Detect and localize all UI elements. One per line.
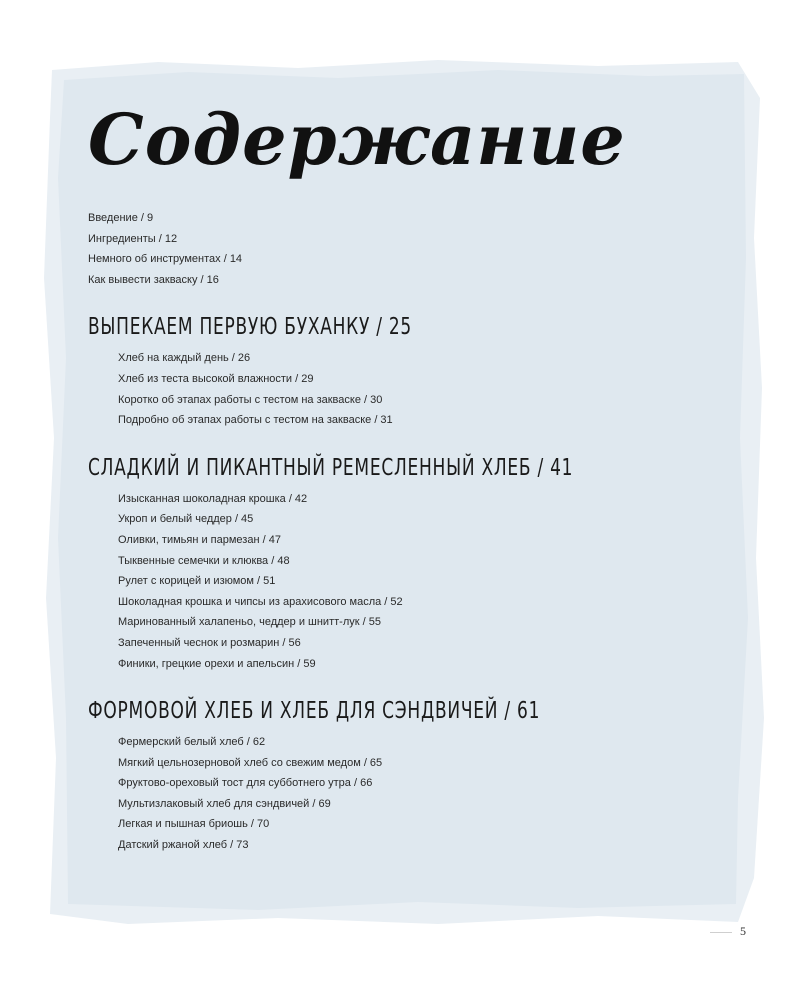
section-heading[interactable]: ВЫПЕКАЕМ ПЕРВУЮ БУХАНКУ / 25 (88, 314, 413, 341)
toc-entry[interactable]: Тыквенные семечки и клюква / 48 (118, 554, 290, 567)
toc-entry[interactable]: Введение / 9 (88, 212, 154, 224)
footer-rule (710, 932, 732, 933)
toc-entry[interactable]: Оливки, тимьян и пармезан / 47 (118, 533, 281, 546)
toc-entry[interactable]: Маринованный халапеньо, чеддер и шнитт-лук / 55 (118, 616, 381, 629)
table-of-contents (88, 100, 728, 856)
toc-section (88, 312, 728, 430)
toc-entry[interactable]: Как вывести закваску / 16 (88, 273, 219, 286)
toc-entry[interactable]: Коротко об этапах работы с тестом на закваске / 30 (118, 393, 383, 406)
toc-entry[interactable]: Мягкий цельнозерновой хлеб со свежим медом / 65 (118, 756, 383, 769)
page-title: Содержание (88, 98, 626, 181)
toc-entry[interactable]: Финики, грецкие орехи и апельсин / 59 (118, 657, 316, 670)
intro-list (88, 208, 728, 290)
toc-section (88, 453, 728, 674)
toc-entry[interactable]: Легкая и пышная бриошь / 70 (118, 818, 270, 831)
toc-entry[interactable]: Рулет с корицей и изюмом / 51 (118, 575, 276, 588)
toc-entry[interactable]: Запеченный чеснок и розмарин / 56 (118, 636, 301, 649)
toc-section (88, 696, 728, 856)
page-footer (710, 924, 746, 939)
toc-entry[interactable]: Изысканная шоколадная крошка / 42 (118, 492, 308, 505)
toc-entry[interactable]: Фруктово-ореховый тост для субботнего утра / 66 (118, 777, 373, 790)
toc-entry[interactable]: Мультизлаковый хлеб для сэндвичей / 69 (118, 797, 331, 810)
page-number: 5 (740, 924, 746, 938)
toc-entry[interactable]: Подробно об этапах работы с тестом на закваске / 31 (118, 414, 393, 427)
toc-entry[interactable]: Хлеб на каждый день / 26 (118, 352, 251, 365)
toc-entry[interactable]: Фермерский белый хлеб / 62 (118, 736, 266, 749)
toc-entry[interactable]: Хлеб из теста высокой влажности / 29 (118, 372, 314, 385)
section-heading[interactable]: СЛАДКИЙ И ПИКАНТНЫЙ РЕМЕСЛЕННЫЙ ХЛЕБ / 41 (88, 454, 574, 481)
toc-entry[interactable]: Ингредиенты / 12 (88, 232, 178, 245)
section-heading[interactable]: ФОРМОВОЙ ХЛЕБ И ХЛЕБ ДЛЯ СЭНДВИЧЕЙ / 61 (88, 698, 541, 725)
toc-entry[interactable]: Немного об инструментах / 14 (88, 253, 243, 266)
toc-entry[interactable]: Датский ржаной хлеб / 73 (118, 839, 249, 852)
toc-entry[interactable]: Шоколадная крошка и чипсы из арахисового масла / 52 (118, 595, 403, 608)
toc-entry[interactable]: Укроп и белый чеддер / 45 (118, 513, 254, 526)
